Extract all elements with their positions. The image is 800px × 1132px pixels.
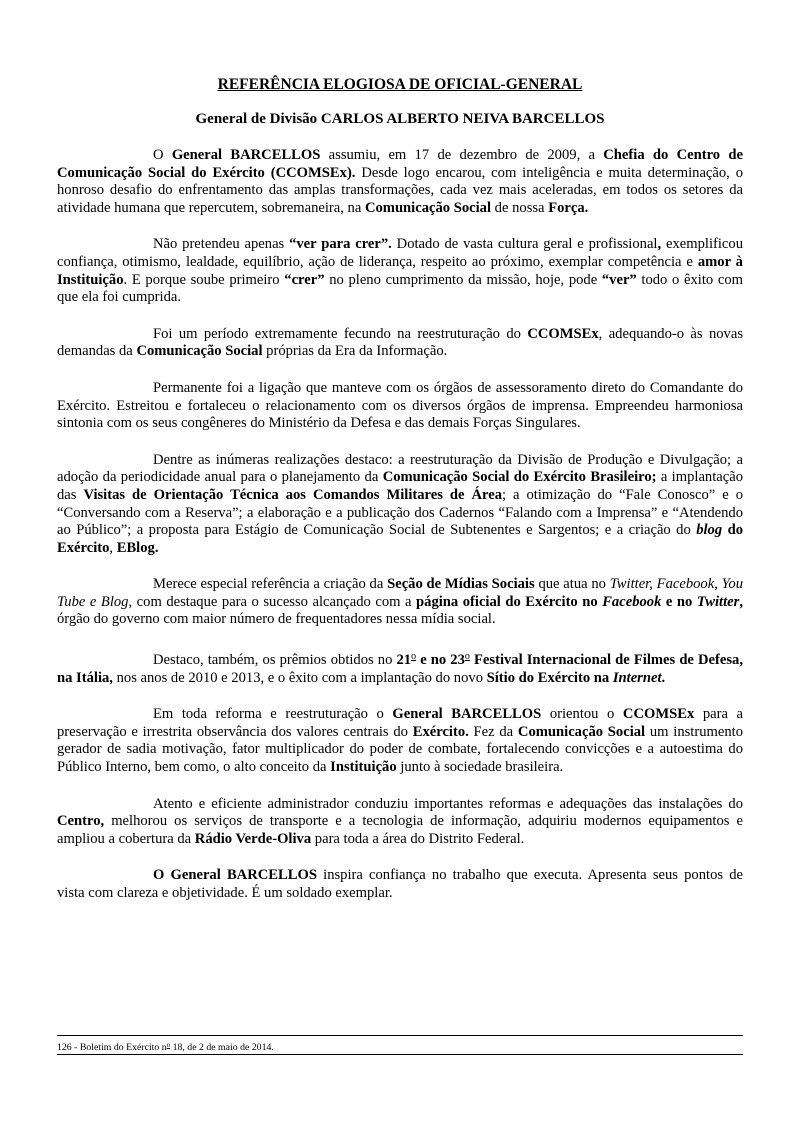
bold-run: Comunicação Social (364, 199, 492, 216)
text-run: a implantação das (57, 469, 743, 503)
ordinal-sup: o (464, 651, 470, 663)
text-run: no pleno cumprimento da missão, hoje, pode (324, 271, 602, 288)
bold-run: e no (661, 593, 697, 610)
bold-run: do Exército (57, 522, 744, 556)
bold-italic-run: Twitter (696, 593, 740, 610)
bold-run: O General BARCELLOS (153, 867, 317, 884)
text-run: , (109, 539, 117, 556)
text-run: Atento e eficiente administrador conduziu importantes reformas e adequações das instalações do (153, 795, 743, 812)
paragraph-5 (57, 452, 743, 558)
bold-run: Chefia do Centro de Comunicação Social do Exército (CCOMSEx). (57, 147, 743, 181)
bold-run: CCOMSEx (622, 706, 695, 723)
footer-divider-bottom (57, 1054, 743, 1055)
text-run: para a preservação e irrestrita observância dos valores centrais do (57, 706, 743, 740)
bold-run: Festival Internacional de Filmes de Defesa, na Itália, (57, 652, 743, 686)
bold-run: Rádio Verde-Oliva (194, 830, 312, 847)
paragraph-3 (57, 326, 743, 361)
bold-italic-run: Internet (612, 669, 662, 686)
bold-run: Comunicação Social (136, 343, 263, 360)
text-run: Merece especial referência a criação da (153, 576, 388, 593)
bold-run: Exército. (412, 723, 469, 740)
bold-run: “crer” (284, 271, 325, 288)
bold-run: General BARCELLOS (392, 706, 542, 723)
text-run: orientou o (541, 706, 623, 723)
document-subtitle: General de Divisão CARLOS ALBERTO NEIVA BARCELLOS (195, 111, 605, 127)
bold-run: Força. (548, 199, 589, 216)
text-run: Dotado de vasta cultura geral e profissional (391, 236, 658, 253)
paragraph-7 (57, 648, 743, 687)
text-run: Fez da (468, 723, 518, 740)
text-run: um instrumento gerador de sadia motivação, fator multiplicador do poder de combate, fortalecendo convicções e a autoestima do Público Interno, bem como, o alto conceito da (57, 723, 743, 776)
page-footer (57, 1039, 274, 1054)
text-run: , com destaque para o sucesso alcançado com a (128, 593, 417, 610)
paragraph-10 (57, 867, 743, 902)
paragraph-9 (57, 796, 743, 849)
text-run: , adequando-o às novas demandas da (57, 325, 743, 360)
bold-run: Comunicação Social (517, 723, 646, 740)
text-run: Permanente foi a ligação que manteve com os órgãos de assessoramento direto do Comandante do Exército. Estreitou e fortaleceu o relacionamento com os diversos órgãos de imprensa. Empreendeu harmoniosa sintonia com os seus congêneres do Ministério da Defesa e das demais Forças Singulares. (57, 379, 743, 432)
bold-run: CCOMSEx (527, 325, 599, 342)
text-run: que atua no (534, 576, 610, 593)
bold-run: amor à Instituição (57, 253, 743, 288)
text-run: todo o êxito com que ela foi cumprida. (57, 271, 743, 306)
bold-italic-run: blog (696, 522, 723, 539)
bold-run: “ver” (601, 271, 637, 288)
ordinal-sup: o (411, 651, 417, 663)
bold-run: Seção de Mídias Sociais (387, 576, 535, 593)
bold-run: General BARCELLOS (171, 147, 321, 163)
text-run: para toda a área do Distrito Federal. (311, 830, 525, 847)
text-run: assumiu, em 17 de dezembro de 2009, a (320, 147, 604, 163)
italic-run: Twitter, Facebook, You Tube e Blog (57, 576, 743, 610)
footer-text: 126 - Boletim do Exército n (57, 1042, 167, 1053)
footer-ordinal-sup: o (166, 1041, 171, 1049)
bold-run: “ver para crer”. (289, 236, 392, 253)
text-run: nos anos de 2010 e 2013, e o êxito com a implantação do novo (112, 669, 487, 686)
bold-run: . (661, 669, 666, 686)
paragraph-6 (57, 576, 743, 629)
text-run: órgão do governo com maior número de frequentadores nessa mídia social. (57, 611, 496, 628)
text-run: Destaco, também, os prêmios obtidos no (153, 652, 397, 669)
bold-run: Visitas de Orientação Técnica aos Comandos Militares de Área (83, 486, 502, 503)
bold-run: Sítio do Exército na (486, 669, 613, 686)
text-run: exemplificou confiança, otimismo, lealdade, equilíbrio, ação de liderança, respeito ao próximo, exemplar competência e (57, 236, 743, 270)
text-run: Dentre as inúmeras realizações destaco: a reestruturação da Divisão de Produção e Divulgação; a adoção da periodicidade anual para o planejamento da (57, 451, 743, 486)
text-run: . E porque soube primeiro (123, 271, 285, 288)
bold-run: EBlog. (116, 539, 159, 556)
paragraph-8 (57, 706, 743, 776)
document-body (57, 147, 743, 922)
paragraph-2 (57, 236, 743, 306)
bold-italic-run: Facebook (602, 593, 662, 610)
text-run: Em toda reforma e reestruturação o (153, 706, 393, 723)
text-run: próprias da Era da Informação. (262, 343, 448, 360)
bold-run: Centro, (57, 813, 105, 830)
paragraph-4 (57, 380, 743, 433)
text-run: Não pretendeu apenas (153, 236, 290, 253)
text-run: inspira confiança no trabalho que executa. Apresenta seus pontos de vista com clareza e objetividade. É um soldado exemplar. (57, 867, 743, 901)
text-run: Desde logo encarou, com inteligência e muita determinação, o honroso desafio do enfrentamento das amplas transformações, cada vez mais aceleradas, em todos os setores da atividade humana que repercutem, sobremaneira, na (57, 164, 743, 216)
document-title: REFERÊNCIA ELOGIOSA DE OFICIAL-GENERAL (217, 76, 583, 93)
footer-divider-top (57, 1035, 743, 1036)
text-run: de nossa (491, 199, 549, 216)
footer-text: 18, de 2 de maio de 2014. (170, 1042, 274, 1053)
text-run: junto à sociedade brasileira. (396, 759, 564, 776)
text-run: ; a otimização do “Fale Conosco” e o “Conversando com a Reserva”; a elaboração e a publicação dos Cadernos “Falando com a Imprensa” e “Atendendo ao Público”; a proposta para Estágio de Comunicação Social de Subtenentes e Sargentos; e a criação do (57, 486, 743, 539)
bold-run: página oficial do Exército no (416, 593, 603, 610)
text-run: O (153, 147, 172, 163)
bold-run: 21 (396, 652, 412, 669)
text-run: Foi um período extremamente fecundo na reestruturação do (153, 325, 528, 342)
text-run: melhorou os serviços de transporte e a tecnologia de informação, adquiriu modernos equipamentos e ampliou a cobertura da (57, 813, 743, 847)
bold-run: , (739, 593, 743, 610)
bold-run: Comunicação Social do Exército Brasileiro; (382, 469, 657, 486)
bold-run: e no 23 (416, 652, 465, 669)
bold-run: , (657, 236, 662, 253)
bold-run: Instituição (330, 759, 397, 776)
paragraph-1 (57, 147, 743, 217)
